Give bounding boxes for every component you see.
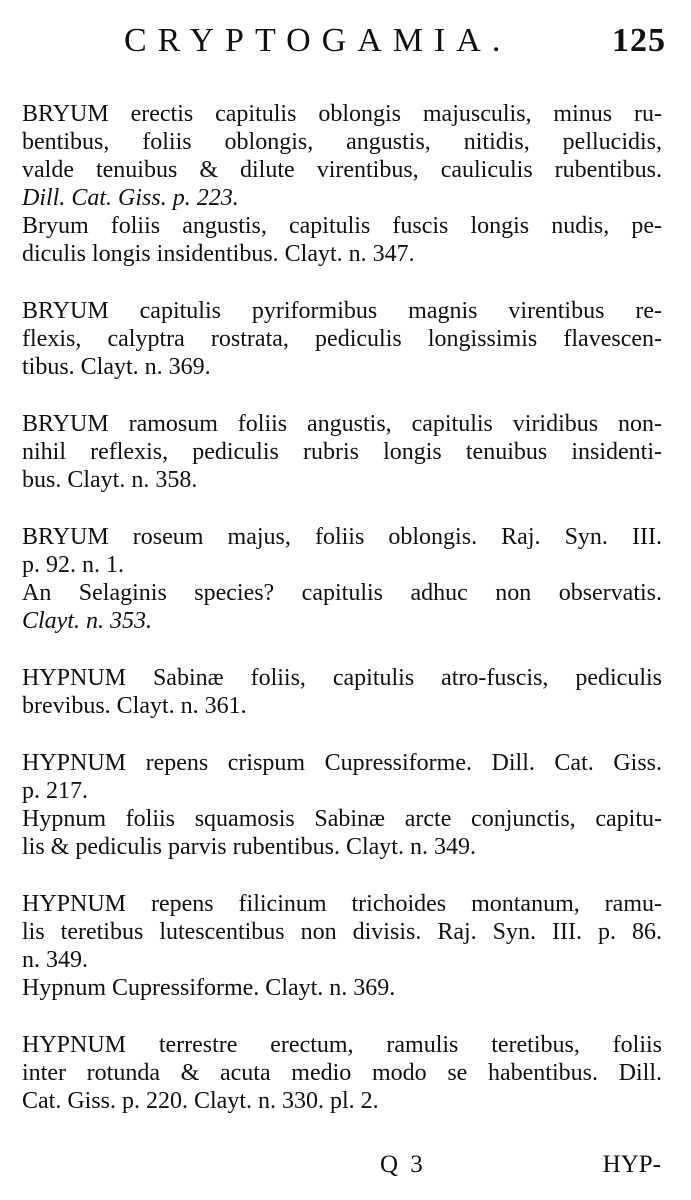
entry-block bbox=[22, 1031, 662, 1115]
text-line: Cat. Giss. p. 220. Clayt. n. 330. pl. 2. bbox=[22, 1088, 379, 1114]
text-line: bus. Clayt. n. 358. bbox=[22, 467, 198, 493]
running-head: CRYPTOGAMIA. bbox=[124, 22, 512, 59]
text-line: lis & pediculis parvis rubentibus. Clayt. n. 349. bbox=[22, 834, 476, 860]
text-line: Clayt. n. 353. bbox=[22, 608, 152, 634]
text-line: HYPNUM repens filicinum trichoides montanum, ramu- bbox=[22, 891, 662, 917]
text-line: inter rotunda & acuta medio modo se habentibus. Dill. bbox=[22, 1060, 662, 1086]
page-footer bbox=[0, 1147, 691, 1187]
text-line: brevibus. Clayt. n. 361. bbox=[22, 693, 247, 719]
text-line: HYPNUM repens crispum Cupressiforme. Dill. Cat. Giss. bbox=[22, 750, 662, 776]
text-line: Hypnum foliis squamosis Sabinæ arcte conjunctis, capitu- bbox=[22, 806, 662, 832]
text-line: BRYUM capitulis pyriformibus magnis virentibus re- bbox=[22, 298, 662, 324]
page-header bbox=[0, 18, 691, 62]
text-line: BRYUM roseum majus, foliis oblongis. Raj. Syn. III. bbox=[22, 524, 662, 550]
text-line: BRYUM ramosum foliis angustis, capitulis viridibus non- bbox=[22, 411, 662, 437]
text-line: n. 349. bbox=[22, 947, 88, 973]
page-body bbox=[22, 100, 662, 1144]
text-line: BRYUM erectis capitulis oblongis majusculis, minus ru- bbox=[22, 101, 662, 127]
entry-block bbox=[22, 749, 662, 861]
page-number: 125 bbox=[612, 22, 666, 59]
text-line: Dill. Cat. Giss. p. 223. bbox=[22, 185, 239, 211]
text-line: diculis longis insidentibus. Clayt. n. 347. bbox=[22, 241, 415, 267]
catchword: HYP- bbox=[602, 1151, 661, 1178]
entry-block bbox=[22, 100, 662, 268]
text-line: nihil reflexis, pediculis rubris longis tenuibus insidenti- bbox=[22, 439, 662, 465]
text-line: valde tenuibus & dilute virentibus, cauliculis rubentibus. bbox=[22, 157, 662, 183]
entry-block bbox=[22, 297, 662, 381]
text-line: bentibus, foliis oblongis, angustis, nitidis, pellucidis, bbox=[22, 129, 662, 155]
text-line: flexis, calyptra rostrata, pediculis longissimis flavescen- bbox=[22, 326, 662, 352]
text-line: Bryum foliis angustis, capitulis fuscis longis nudis, pe- bbox=[22, 213, 662, 239]
entry-block bbox=[22, 664, 662, 720]
signature-mark: Q 3 bbox=[380, 1151, 426, 1178]
text-line: Hypnum Cupressiforme. Clayt. n. 369. bbox=[22, 975, 396, 1001]
text-line: p. 217. bbox=[22, 778, 88, 804]
text-line: An Selaginis species? capitulis adhuc non observatis. bbox=[22, 580, 662, 606]
text-line: HYPNUM terrestre erectum, ramulis teretibus, foliis bbox=[22, 1032, 662, 1058]
text-line: p. 92. n. 1. bbox=[22, 552, 124, 578]
entry-block bbox=[22, 523, 662, 635]
text-line: tibus. Clayt. n. 369. bbox=[22, 354, 211, 380]
entry-block bbox=[22, 410, 662, 494]
text-line: lis teretibus lutescentibus non divisis. Raj. Syn. III. p. 86. bbox=[22, 919, 662, 945]
text-line: HYPNUM Sabinæ foliis, capitulis atro-fuscis, pediculis bbox=[22, 665, 662, 691]
entry-block bbox=[22, 890, 662, 1002]
